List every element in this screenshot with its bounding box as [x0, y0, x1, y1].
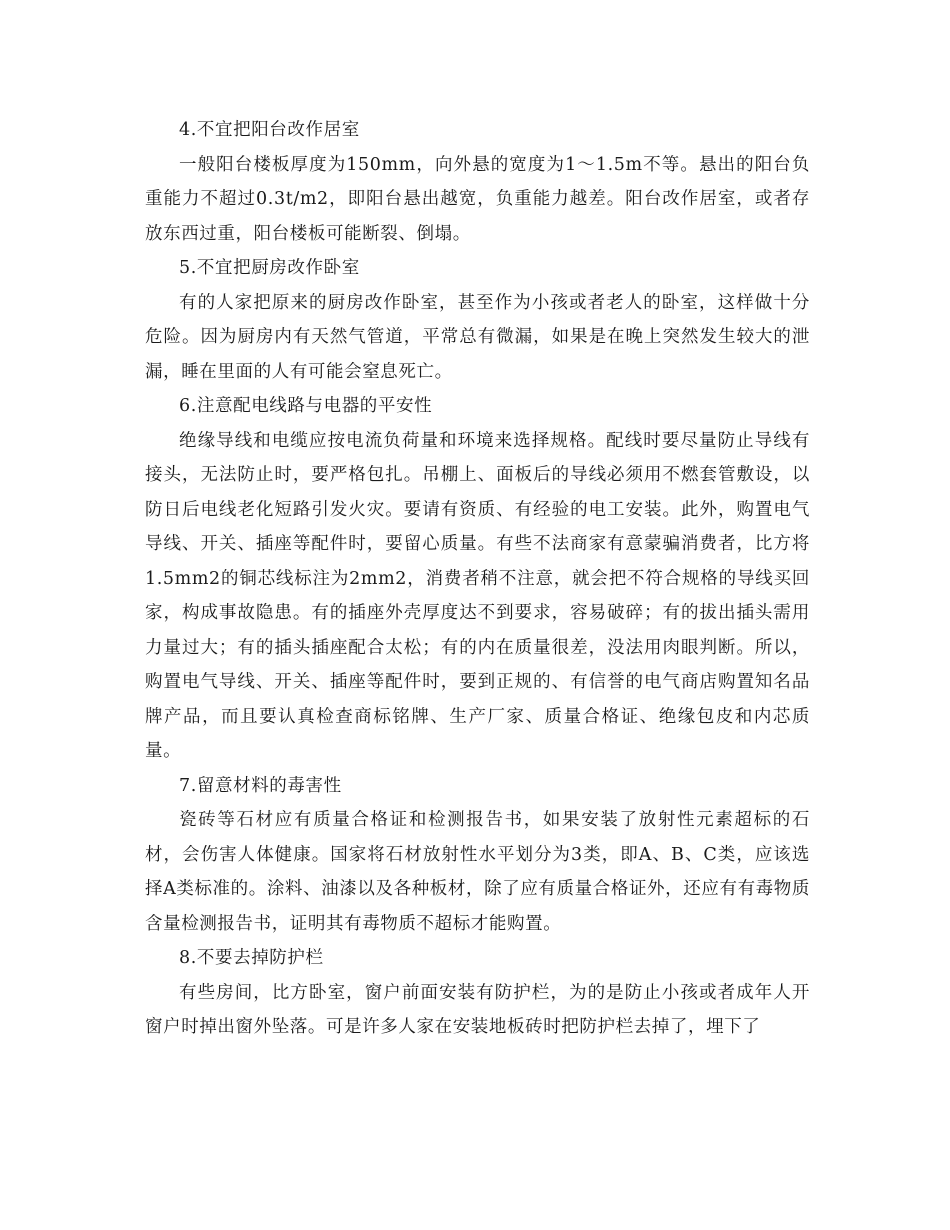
- section-heading: 5.不宜把厨房改作卧室: [179, 258, 360, 278]
- section-paragraph: 有些房间，比方卧室，窗户前面安装有防护栏，为的是防止小孩或者成年人开窗户时掉出窗外坠落。可是许多人家在安装地板砖时把防护栏去掉了，埋下了: [145, 982, 810, 1037]
- section-heading: 7.留意材料的毒害性: [179, 775, 342, 796]
- document-body: [145, 113, 810, 1045]
- section-heading: 6.注意配电线路与电器的平安性: [179, 396, 433, 416]
- section-heading: 4.不宜把阳台改作居室: [179, 120, 360, 140]
- section-paragraph: 瓷砖等石材应有质量合格证和检测报告书，如果安装了放射性元素超标的石材，会伤害人体健康。国家将石材放射性水平划分为3类，即A、B、C类，应该选择A类标准的。涂料、油漆以及各种板材，除了应有质量合格证外，还应有有毒物质含量检测报告书，证明其有毒物质不超标才能购置。: [145, 810, 810, 934]
- section-paragraph: 一般阳台楼板厚度为150mm，向外悬的宽度为1～1.5m不等。悬出的阳台负重能力不超过0.3t/m2，即阳台悬出越宽，负重能力越差。阳台改作居室，或者存放东西过重，阳台楼板可能断裂、倒塌。: [145, 154, 810, 244]
- section-heading: 8.不要去掉防护栏: [179, 948, 324, 968]
- section-paragraph: 绝缘导线和电缆应按电流负荷量和环境来选择规格。配线时要尽量防止导线有接头，无法防止时，要严格包扎。吊棚上、面板后的导线必须用不燃套管敷设，以防日后电线老化短路引发火灾。要请有资质、有经验的电工安装。此外，购置电气导线、开关、插座等配件时，要留心质量。有些不法商家有意蒙骗消费者，比方将1.5mm2的铜芯线标注为2mm2，消费者稍不注意，就会把不符合规格的导线买回家，构成事故隐患。有的插座外壳厚度达不到要求，容易破碎；有的拔出插头需用力量过大；有的插头插座配合太松；有的内在质量很差，没法用肉眼判断。所以，购置电气导线、开关、插座等配件时，要到正规的、有信誉的电气商店购置知名品牌产品，而且要认真检查商标铭牌、生产厂家、质量合格证、绝缘包皮和内芯质量。: [145, 430, 810, 761]
- section-paragraph: 有的人家把原来的厨房改作卧室，甚至作为小孩或者老人的卧室，这样做十分危险。因为厨房内有天然气管道，平常总有微漏，如果是在晚上突然发生较大的泄漏，睡在里面的人有可能会窒息死亡。: [145, 292, 810, 382]
